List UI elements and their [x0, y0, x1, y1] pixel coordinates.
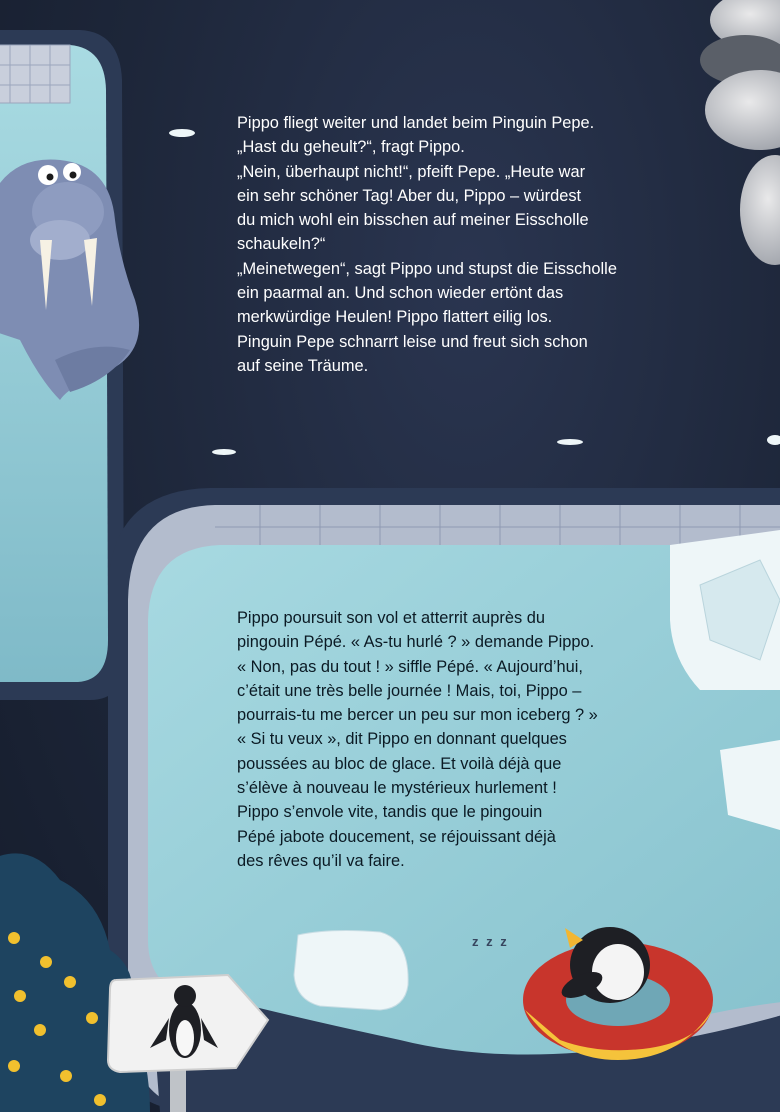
german-line: „Hast du geheult?“, fragt Pippo. [237, 138, 465, 157]
german-line: schaukeln?“ [237, 235, 326, 254]
french-line: poussées au bloc de glace. Et voilà déjà que [237, 754, 562, 773]
rocks-illustration [700, 0, 780, 265]
german-line: ein paarmal an. Und schon wieder ertönt das [237, 284, 564, 303]
french-line: Pippo s’envole vite, tandis que le pingouin [237, 803, 543, 822]
snore-text: z z z [472, 934, 509, 949]
french-line: s’élève à nouveau le mystérieux hurlement ! [237, 779, 557, 798]
french-line: « Si tu veux », dit Pippo en donnant quelques [237, 730, 567, 749]
french-line: « Non, pas du tout ! » siffle Pépé. « Aujourd’hui, [237, 657, 583, 676]
german-line: Pinguin Pepe schnarrt leise und freut sich schon [237, 332, 588, 351]
german-line: ein sehr schöner Tag! Aber du, Pippo – würdest [237, 186, 582, 205]
german-line: „Meinetwegen“, sagt Pippo und stupst die Eisscholle [237, 259, 617, 278]
german-line: du mich wohl ein bisschen auf meiner Eisscholle [237, 211, 589, 230]
french-line: des rêves qu’il va faire. [237, 851, 405, 870]
german-line: merkwürdige Heulen! Pippo flattert eilig los. [237, 308, 553, 327]
pool-tiles-top [0, 45, 70, 103]
french-line: pourrais-tu me bercer un peu sur mon iceberg ? » [237, 706, 598, 725]
german-line: Pippo fliegt weiter und landet beim Pinguin Pepe. [237, 114, 595, 132]
german-story-text [237, 111, 657, 378]
french-line: Pippo poursuit son vol et atterrit auprès du [237, 609, 545, 627]
german-line: „Nein, überhaupt nicht!“, pfeift Pepe. „Heute war [237, 162, 586, 181]
german-line: auf seine Träume. [237, 356, 369, 375]
french-line: Pépé jabote doucement, se réjouissant déjà [237, 827, 556, 846]
french-line: pingouin Pépé. « As-tu hurlé ? » demande Pippo. [237, 633, 595, 652]
french-story-text [237, 606, 637, 873]
french-line: c’était une très belle journée ! Mais, toi, Pippo – [237, 681, 582, 700]
